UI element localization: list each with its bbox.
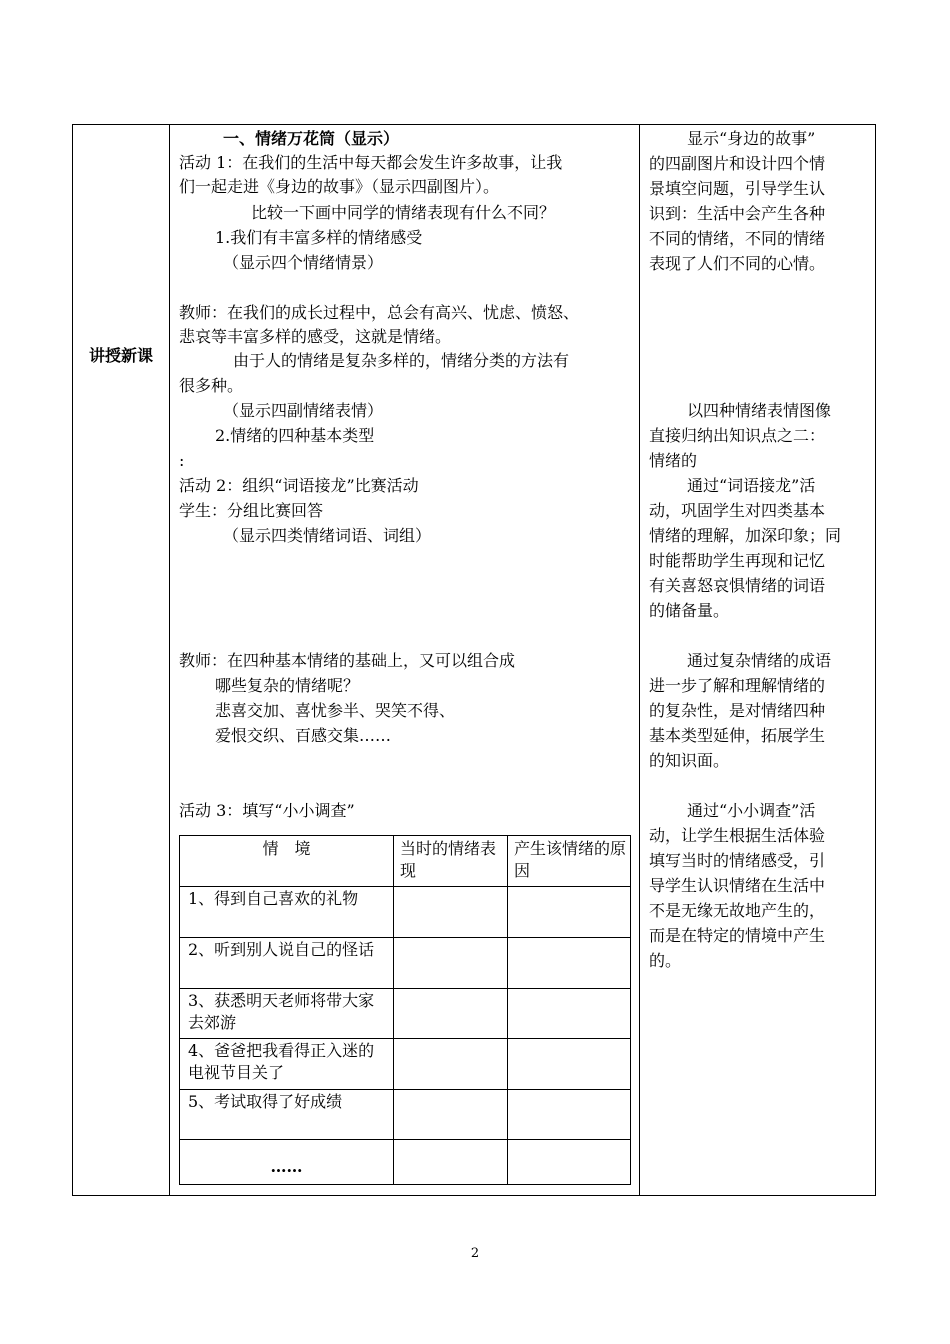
note-line: 识到：生活中会产生各种 bbox=[649, 204, 826, 223]
survey-row-situation: 4、爸爸把我看得正入迷的电视节目关了 bbox=[188, 1041, 375, 1082]
survey-row-situation: …… bbox=[270, 1157, 303, 1176]
content-line: 由于人的情绪是复杂多样的，情绪分类的方法有 bbox=[233, 351, 570, 370]
note-line: 时能帮助学生再现和记忆 bbox=[649, 551, 826, 570]
survey-row-situation: 3、获悉明天老师将带大家去郊游 bbox=[188, 991, 375, 1032]
note-line: 景填空问题，引导学生认 bbox=[649, 179, 826, 198]
survey-divider bbox=[393, 836, 394, 1184]
note-line: 动，让学生根据生活体验 bbox=[649, 826, 826, 845]
note-line: 表现了人们不同的心情。 bbox=[649, 254, 826, 273]
survey-header: 情 境 bbox=[262, 839, 311, 858]
content-line: 活动 2：组织“词语接龙”比赛活动 bbox=[179, 476, 419, 495]
note-line: 的四副图片和设计四个情 bbox=[649, 154, 826, 173]
content-line: : bbox=[179, 451, 185, 470]
note-line: 不同的情绪，不同的情绪 bbox=[649, 229, 826, 248]
survey-header: 当时的情绪表现 bbox=[400, 839, 497, 880]
content-line: （显示四副情绪表情） bbox=[223, 401, 384, 420]
note-line: 而是在特定的情境中产生 bbox=[649, 926, 826, 945]
note-line: 情绪的理解，加深印象；同 bbox=[649, 526, 842, 545]
column-divider bbox=[639, 125, 640, 1195]
note-line: 情绪的 bbox=[649, 451, 698, 470]
survey-divider bbox=[507, 836, 508, 1184]
note-line: 进一步了解和理解情绪的 bbox=[649, 676, 826, 695]
note-line: 通过复杂情绪的成语 bbox=[687, 651, 832, 670]
note-line: 显示“身边的故事” bbox=[687, 129, 816, 148]
lesson-table bbox=[72, 124, 876, 1196]
content-line: 爱恨交织、百感交集…… bbox=[215, 726, 392, 745]
survey-divider bbox=[180, 1139, 630, 1140]
section-heading: 一、情绪万花筒（显示） bbox=[223, 129, 400, 148]
survey-divider bbox=[180, 1038, 630, 1039]
note-line: 基本类型延伸，拓展学生 bbox=[649, 726, 826, 745]
content-line: 悲喜交加、喜忧参半、哭笑不得、 bbox=[215, 701, 456, 720]
survey-row-situation: 5、考试取得了好成绩 bbox=[188, 1092, 343, 1111]
survey-row-situation: 2、听到别人说自己的怪话 bbox=[188, 940, 375, 959]
content-line: 活动 1：在我们的生活中每天都会发生许多故事，让我 bbox=[179, 153, 563, 172]
note-line: 的。 bbox=[649, 951, 682, 970]
section-label: 讲授新课 bbox=[88, 346, 153, 365]
content-line: 1.我们有丰富多样的情绪感受 bbox=[215, 228, 423, 247]
survey-divider bbox=[180, 988, 630, 989]
content-line: 哪些复杂的情绪呢？ bbox=[215, 676, 360, 695]
survey-divider bbox=[180, 886, 630, 887]
note-line: 不是无缘无故地产生的， bbox=[649, 901, 826, 920]
content-line: 教师：在四种基本情绪的基础上，又可以组合成 bbox=[179, 651, 516, 670]
content-line: （显示四类情绪词语、词组） bbox=[223, 526, 432, 545]
survey-divider bbox=[180, 937, 630, 938]
survey-row-situation: 1、得到自己喜欢的礼物 bbox=[188, 889, 359, 908]
content-line: 们一起走进《身边的故事》（显示四副图片）。 bbox=[179, 177, 500, 196]
survey-divider bbox=[180, 1089, 630, 1090]
content-line: 活动 3：填写“小小调查” bbox=[179, 801, 355, 820]
note-line: 直接归纳出知识点之二： bbox=[649, 426, 826, 445]
content-line: 2.情绪的四种基本类型 bbox=[215, 426, 375, 445]
note-line: 有关喜怒哀惧情绪的词语 bbox=[649, 576, 826, 595]
note-line: 通过“小小调查”活 bbox=[687, 801, 816, 820]
column-divider bbox=[169, 125, 170, 1195]
note-line: 动，巩固学生对四类基本 bbox=[649, 501, 826, 520]
content-line: 学生：分组比赛回答 bbox=[179, 501, 324, 520]
content-line: 比较一下画中同学的情绪表现有什么不同？ bbox=[251, 203, 556, 222]
survey-header: 产生该情绪的原因 bbox=[514, 839, 627, 880]
note-line: 的知识面。 bbox=[649, 751, 730, 770]
note-line: 以四种情绪表情图像 bbox=[687, 401, 832, 420]
content-line: 悲哀等丰富多样的感受，这就是情绪。 bbox=[179, 327, 452, 346]
note-line: 通过“词语接龙”活 bbox=[687, 476, 816, 495]
note-line: 填写当时的情绪感受，引 bbox=[649, 851, 826, 870]
page-number: 2 bbox=[470, 1246, 480, 1261]
content-line: （显示四个情绪情景） bbox=[223, 253, 384, 272]
content-line: 教师：在我们的成长过程中，总会有高兴、忧虑、愤怒、 bbox=[179, 303, 580, 322]
content-line: 很多种。 bbox=[179, 376, 244, 395]
note-line: 的复杂性，是对情绪四种 bbox=[649, 701, 826, 720]
note-line: 导学生认识情绪在生活中 bbox=[649, 876, 826, 895]
note-line: 的储备量。 bbox=[649, 601, 730, 620]
survey-table bbox=[179, 835, 631, 1185]
